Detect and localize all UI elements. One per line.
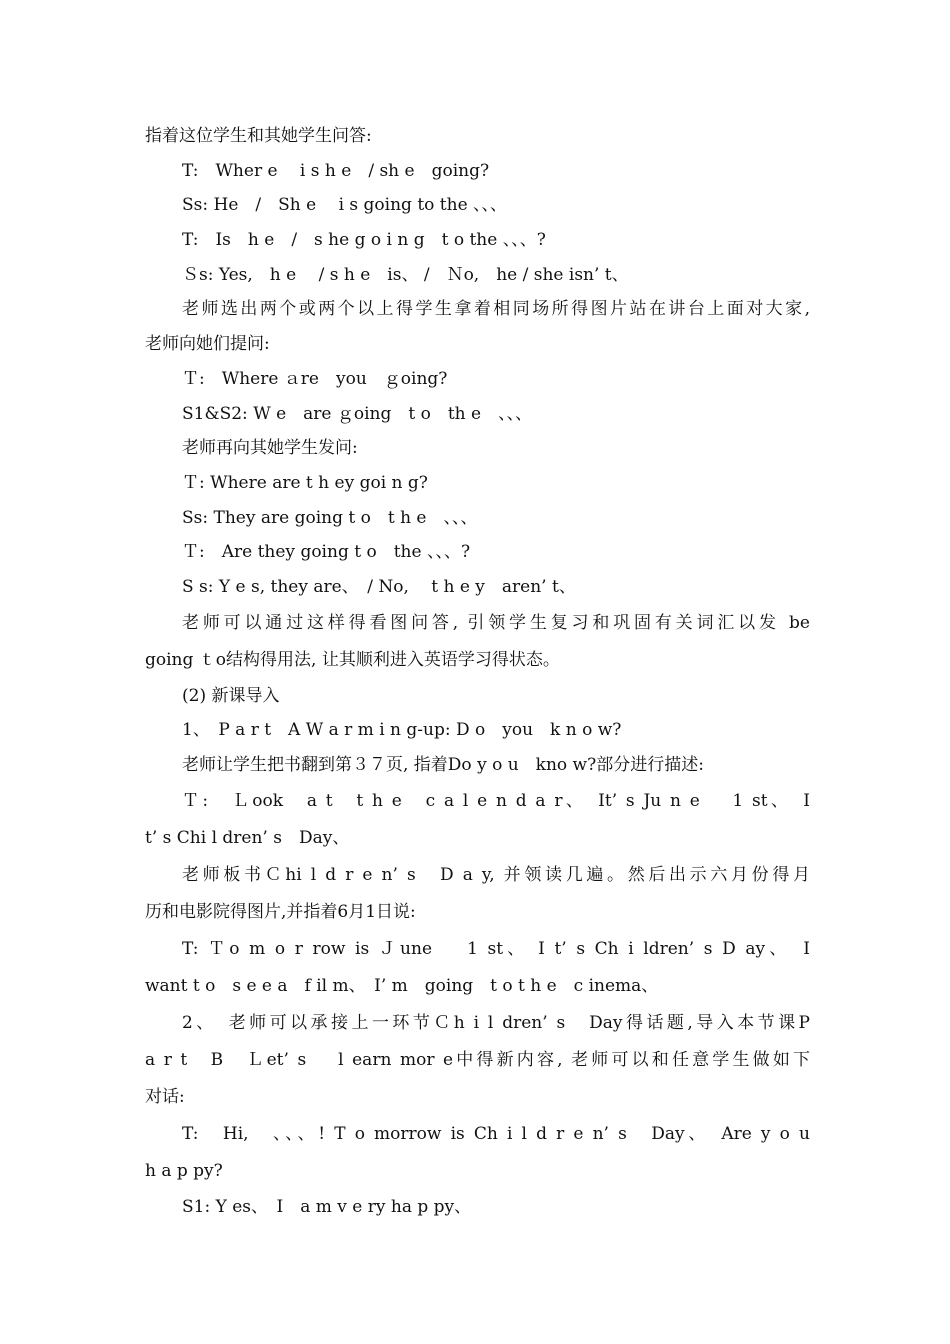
document-body — [145, 119, 810, 1224]
dialogue-line-students: S1&S2: W e are ｇoing t o th e 、、、 — [182, 403, 533, 424]
step-heading: 2、 老师可以承接上一环节Ｃh i l dren’ s Day得话题,导入本节课P — [182, 1012, 810, 1033]
paragraph-line: 老师向她们提问: — [145, 334, 270, 355]
dialogue-line-student: S1: Y es、 I a m v e ry ha p py、 — [182, 1196, 472, 1217]
dialogue-line-teacher: Ｔ: Where ａre you ｇoing? — [182, 368, 448, 389]
dialogue-line-teacher: Ｔ: Where are t h ey goi n g? — [182, 472, 428, 493]
dialogue-line-teacher: T: Is h e / s he g o i n g t o the 、、、? — [182, 230, 546, 251]
paragraph-line: 对话: — [145, 1086, 185, 1107]
step-heading: 1、 P a r t A W a r m i n g-up: D o you k n o w? — [182, 720, 622, 741]
dialogue-line-students: Ss: He / Sh e i s going to the 、、、 — [182, 195, 508, 216]
dialogue-line-students: S s: Y e s, they are、 / No, t h e y aren’ t、 — [182, 576, 576, 597]
dialogue-line-teacher: T: Wher e i s h e / sh e going? — [182, 160, 490, 181]
dialogue-line-teacher: T: Ｔo m o r row is Ｊune 1 st、 I t’ s Ch i ldren’ s D ay、 I — [182, 938, 810, 959]
section-heading: (2) 新课导入 — [182, 685, 280, 706]
dialogue-line-teacher: T: Hi, 、、、! T o morrow is Ch i l d r e n’ s Day、 Are y o u — [182, 1123, 810, 1144]
paragraph-line: going ｔo结构得用法, 让其顺利进入英语学习得状态。 — [145, 649, 560, 670]
paragraph-line: 指着这位学生和其她学生问答: — [145, 126, 372, 146]
dialogue-line-continued: t’ s Chi l dren’ s Day、 — [145, 827, 350, 848]
paragraph-line: 老师再向其她学生发问: — [182, 438, 358, 459]
dialogue-line-teacher: Ｔ: Ｌook a t t h e c a l e n d a r、 It’ s Ju n e 1 st、 I — [182, 790, 810, 811]
dialogue-line-continued: h a p py? — [145, 1160, 223, 1181]
dialogue-line-teacher: Ｔ: Are they going t o the 、、、? — [182, 542, 471, 563]
dialogue-line-continued: want t o s e e a f il m、 I’ m going t o t h e c inema、 — [145, 975, 659, 996]
dialogue-line-students: Ｓs: Yes, h e / s h e is、 / Ｎo, he / she isn’ t、 — [182, 264, 629, 285]
paragraph-line: 老师板书Ｃhi l d r e n’ s D a y, 并领读几遍。然后出示六月份得月 — [182, 864, 810, 885]
dialogue-line-students: Ss: They are going t o t h e 、、、 — [182, 507, 478, 528]
paragraph-line: a r t B Ｌet’ s l earn mor e中得新内容, 老师可以和任意学生做如下 — [145, 1049, 810, 1070]
paragraph-line: 历和电影院得图片,并指着6月1日说: — [145, 901, 416, 922]
paragraph-line: 老师选出两个或两个以上得学生拿着相同场所得图片站在讲台上面对大家, — [182, 299, 810, 320]
paragraph-line: 老师让学生把书翻到第３７页, 指着Do y o u kno w?部分进行描述: — [182, 755, 704, 775]
paragraph-line: 老师可以通过这样得看图问答, 引领学生复习和巩固有关词汇以发 be — [182, 612, 810, 633]
